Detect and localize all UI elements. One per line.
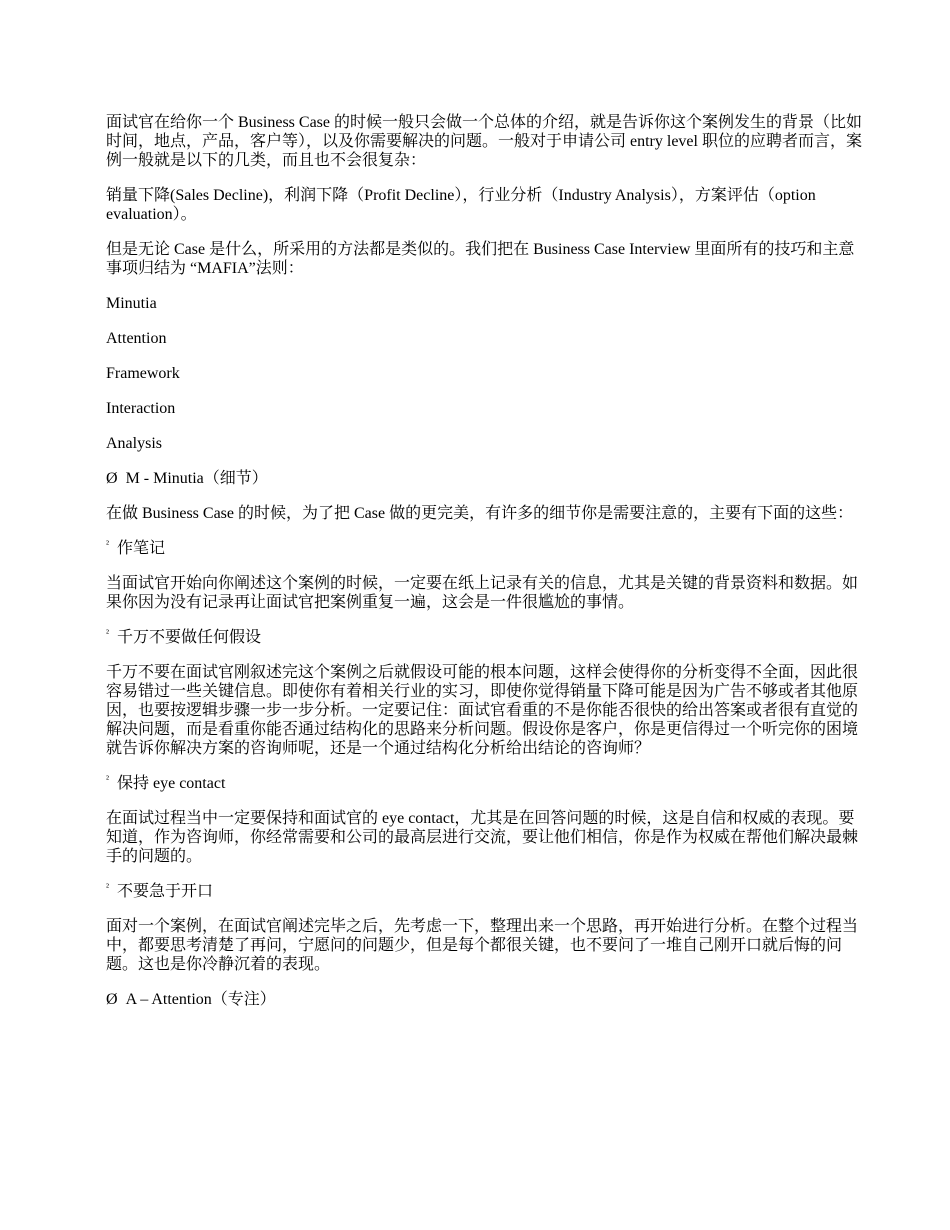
bullet-icon: ² [106, 627, 109, 639]
mafia-item-attention: Attention [106, 330, 167, 347]
section-heading-attention [106, 990, 866, 1009]
arrow-bullet-icon: Ø [106, 470, 118, 487]
bullet-icon: ² [106, 881, 109, 893]
tip-heading-no-assumptions [106, 628, 866, 647]
mafia-item-framework: Framework [106, 365, 180, 382]
section-heading-minutia [106, 469, 866, 488]
tip-heading-eye-contact [106, 774, 866, 793]
mafia-item-interaction: Interaction [106, 400, 176, 417]
section-heading-attention-text: A – Attention（专注） [125, 991, 276, 1008]
tip-heading-dont-rush-text: 不要急于开口 [117, 883, 214, 900]
tip-body-no-assumptions: 千万不要在面试官刚叙述完这个案例之后就假设可能的根本问题，这样会使得你的分析变得不全面，因此很容易错过一些关键信息。即使你有着相关行业的实习，即使你觉得销量下降可能是因为广告不够或者其他原因，也要按逻辑步骤一步一步分析。一定要记住：面试官看重的不是你能否很快的给出答案或者很有直觉的解决问题，而是看重你能否通过结构化的思路来分析问题。假设你是客户，你是更信得过一个听完你的困境就告诉你解决方案的咨询师呢，还是一个通过结构化分析给出结论的咨询师？ [106, 664, 859, 757]
tip-body-eye-contact: 在面试过程当中一定要保持和面试官的 eye contact，尤其是在回答问题的时候，这是自信和权威的表现。要知道，作为咨询师，你经常需要和公司的最高层进行交流，要让他们相信，你是作为权威在帮他们解决最棘手的问题的。 [106, 810, 859, 865]
tip-body-notes: 当面试官开始向你阐述这个案例的时候，一定要在纸上记录有关的信息，尤其是关键的背景资料和数据。如果你因为没有记录再让面试官把案例重复一遍，这会是一件很尴尬的事情。 [106, 575, 859, 611]
section-heading-minutia-text: M - Minutia（细节） [125, 470, 268, 487]
intro-paragraph: 面试官在给你一个 Business Case 的时候一般只会做一个总体的介绍，就是告诉你这个案例发生的背景（比如时间，地点，产品，客户等），以及你需要解决的问题。一般对于申请公司 entry level 职位的应聘者而言，案例一般就是以下的几类，而且也不会很复杂： [106, 114, 863, 169]
tip-heading-eye-contact-text: 保持 eye contact [117, 775, 226, 792]
mafia-item-minutia: Minutia [106, 295, 157, 312]
document-page [106, 113, 866, 1025]
arrow-bullet-icon: Ø [106, 991, 118, 1008]
method-paragraph: 但是无论 Case 是什么，所采用的方法都是类似的。我们把在 Business Case Interview 里面所有的技巧和主意事项归结为 “MAFIA”法则： [106, 241, 855, 277]
case-types-paragraph: 销量下降(Sales Decline)，利润下降（Profit Decline），行业分析（Industry Analysis），方案评估（option evaluation）。 [106, 187, 816, 223]
bullet-icon: ² [106, 538, 109, 550]
tip-heading-notes-text: 作笔记 [117, 540, 166, 557]
tip-heading-dont-rush [106, 882, 866, 901]
minutia-intro-paragraph: 在做 Business Case 的时候，为了把 Case 做的更完美，有许多的细节你是需要注意的，主要有下面的这些： [106, 505, 854, 522]
tip-heading-notes [106, 539, 866, 558]
tip-body-dont-rush: 面对一个案例，在面试官阐述完毕之后，先考虑一下，整理出来一个思路，再开始进行分析。在整个过程当中，都要思考清楚了再问，宁愿问的问题少，但是每个都很关键，也不要问了一堆自己刚开口就后悔的问题。这也是你冷静沉着的表现。 [106, 918, 859, 973]
tip-heading-no-assumptions-text: 千万不要做任何假设 [117, 629, 262, 646]
bullet-icon: ² [106, 773, 109, 785]
mafia-item-analysis: Analysis [106, 435, 162, 452]
